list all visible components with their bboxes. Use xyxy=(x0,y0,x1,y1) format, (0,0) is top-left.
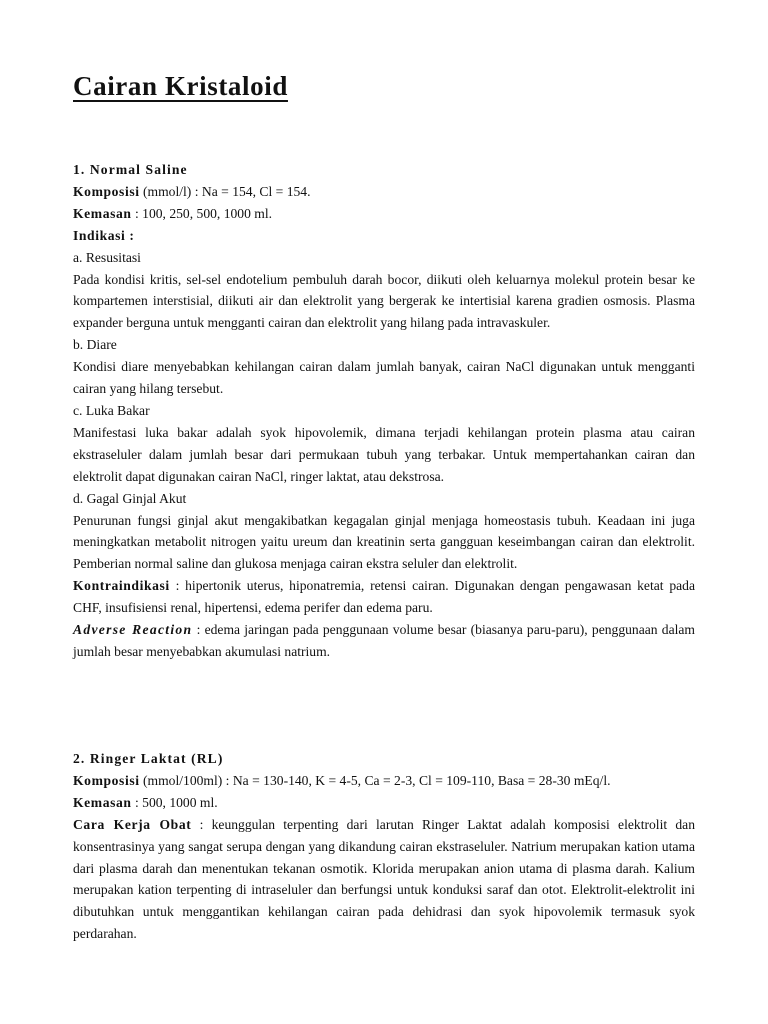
indikasi-c-text: Manifestasi luka bakar adalah syok hipovolemik, dimana terjadi kehilangan protein plasma atau cairan ekstraseluler dalam jumlah besar dari permukaan tubuh yang terbakar. Untuk mempertahankan cairan dan elektrolit dapat digunakan cairan NaCl, ringer laktat, atau dekstrosa. xyxy=(73,424,695,484)
kontraindikasi-label: Kontraindikasi xyxy=(73,578,170,594)
kontraindikasi-paragraph xyxy=(73,575,695,619)
cara-kerja-paragraph xyxy=(73,814,695,945)
adverse-reaction-text: : edema jaringan pada penggunaan volume besar (biasanya paru-paru), penggunaan dalam jumlah besar menyebabkan akumulasi natrium. xyxy=(73,622,696,659)
kemasan-label: Kemasan xyxy=(73,794,132,810)
kemasan-text: : 100, 250, 500, 1000 ml. xyxy=(131,205,273,221)
kemasan-line xyxy=(73,792,695,814)
kemasan-text: : 500, 1000 ml. xyxy=(131,794,218,810)
page-title: Cairan Kristaloid xyxy=(73,71,288,101)
komposisi-text: (mmol/100ml) : Na = 130-140, K = 4-5, Ca = 2-3, Cl = 109-110, Basa = 28-30 mEq/l. xyxy=(139,772,611,788)
kemasan-label: Kemasan xyxy=(73,205,132,221)
section-heading: 2. Ringer Laktat (RL) xyxy=(73,751,224,766)
indikasi-d-text: Penurunan fungsi ginjal akut mengakibatkan kegagalan ginjal menjaga homeostasis tubuh. Keadaan ini juga meningkatkan metabolit nitrogen yaitu ureum dan kreatinin serta gangguan keseimbangan cairan dan elektrolit. Pemberian normal saline dan glukosa menjaga cairan ekstra seluler dan elektrolit. xyxy=(73,512,695,572)
cara-kerja-text: : keunggulan terpenting dari larutan Ringer Laktat adalah komposisi elektrolit dan konsentrasinya yang sangat serupa dengan yang dikandung cairan ekstraseluler. Natrium merupakan kation utama dari plasma darah dan menentukan tekanan osmotik. Klorida merupakan anion utama di plasma darah. Kalium merupakan kation terpenting di intraseluler dan berfungsi untuk konduksi saraf dan otot. Elektrolit-elektrolit ini dibutuhkan untuk menggantikan kehilangan cairan pada dehidrasi dan syok hipovolemik termasuk syok perdarahan. xyxy=(73,816,695,942)
section-heading: 1. Normal Saline xyxy=(73,162,188,177)
komposisi-text: (mmol/l) : Na = 154, Cl = 154. xyxy=(139,183,311,199)
indikasi-d-title: d. Gagal Ginjal Akut xyxy=(73,490,187,506)
komposisi-label: Komposisi xyxy=(73,183,140,199)
kemasan-line xyxy=(73,203,695,225)
indikasi-a-text: Pada kondisi kritis, sel-sel endotelium pembuluh darah bocor, diikuti oleh keluarnya molekul protein besar ke kompartemen interstisial, diikuti air dan elektrolit yang bergerak ke intertisial karena gradien osmosis. Plasma expander berguna untuk mengganti cairan dan elektrolit yang hilang pada intravaskuler. xyxy=(73,271,695,331)
section-ringer-laktat xyxy=(73,748,695,945)
indikasi-b-title: b. Diare xyxy=(73,337,117,353)
section-normal-saline xyxy=(73,159,695,663)
adverse-reaction-label: Adverse Reaction xyxy=(73,622,193,638)
indikasi-b-text: Kondisi diare menyebabkan kehilangan cairan dalam jumlah banyak, cairan NaCl digunakan untuk mengganti cairan yang hilang tersebut. xyxy=(73,359,695,397)
adverse-reaction-paragraph xyxy=(73,619,695,663)
indikasi-a-title: a. Resusitasi xyxy=(73,249,141,265)
indikasi-label: Indikasi : xyxy=(73,227,135,243)
kontraindikasi-text: : hipertonik uterus, hiponatremia, retensi cairan. Digunakan dengan pengawasan ketat pada CHF, insufisiensi renal, hipertensi, edema perifer dan edema paru. xyxy=(73,578,695,616)
komposisi-line xyxy=(73,770,695,792)
indikasi-c-title: c. Luka Bakar xyxy=(73,402,150,418)
komposisi-line xyxy=(73,181,695,203)
cara-kerja-label: Cara Kerja Obat xyxy=(73,816,192,832)
komposisi-label: Komposisi xyxy=(73,772,140,788)
